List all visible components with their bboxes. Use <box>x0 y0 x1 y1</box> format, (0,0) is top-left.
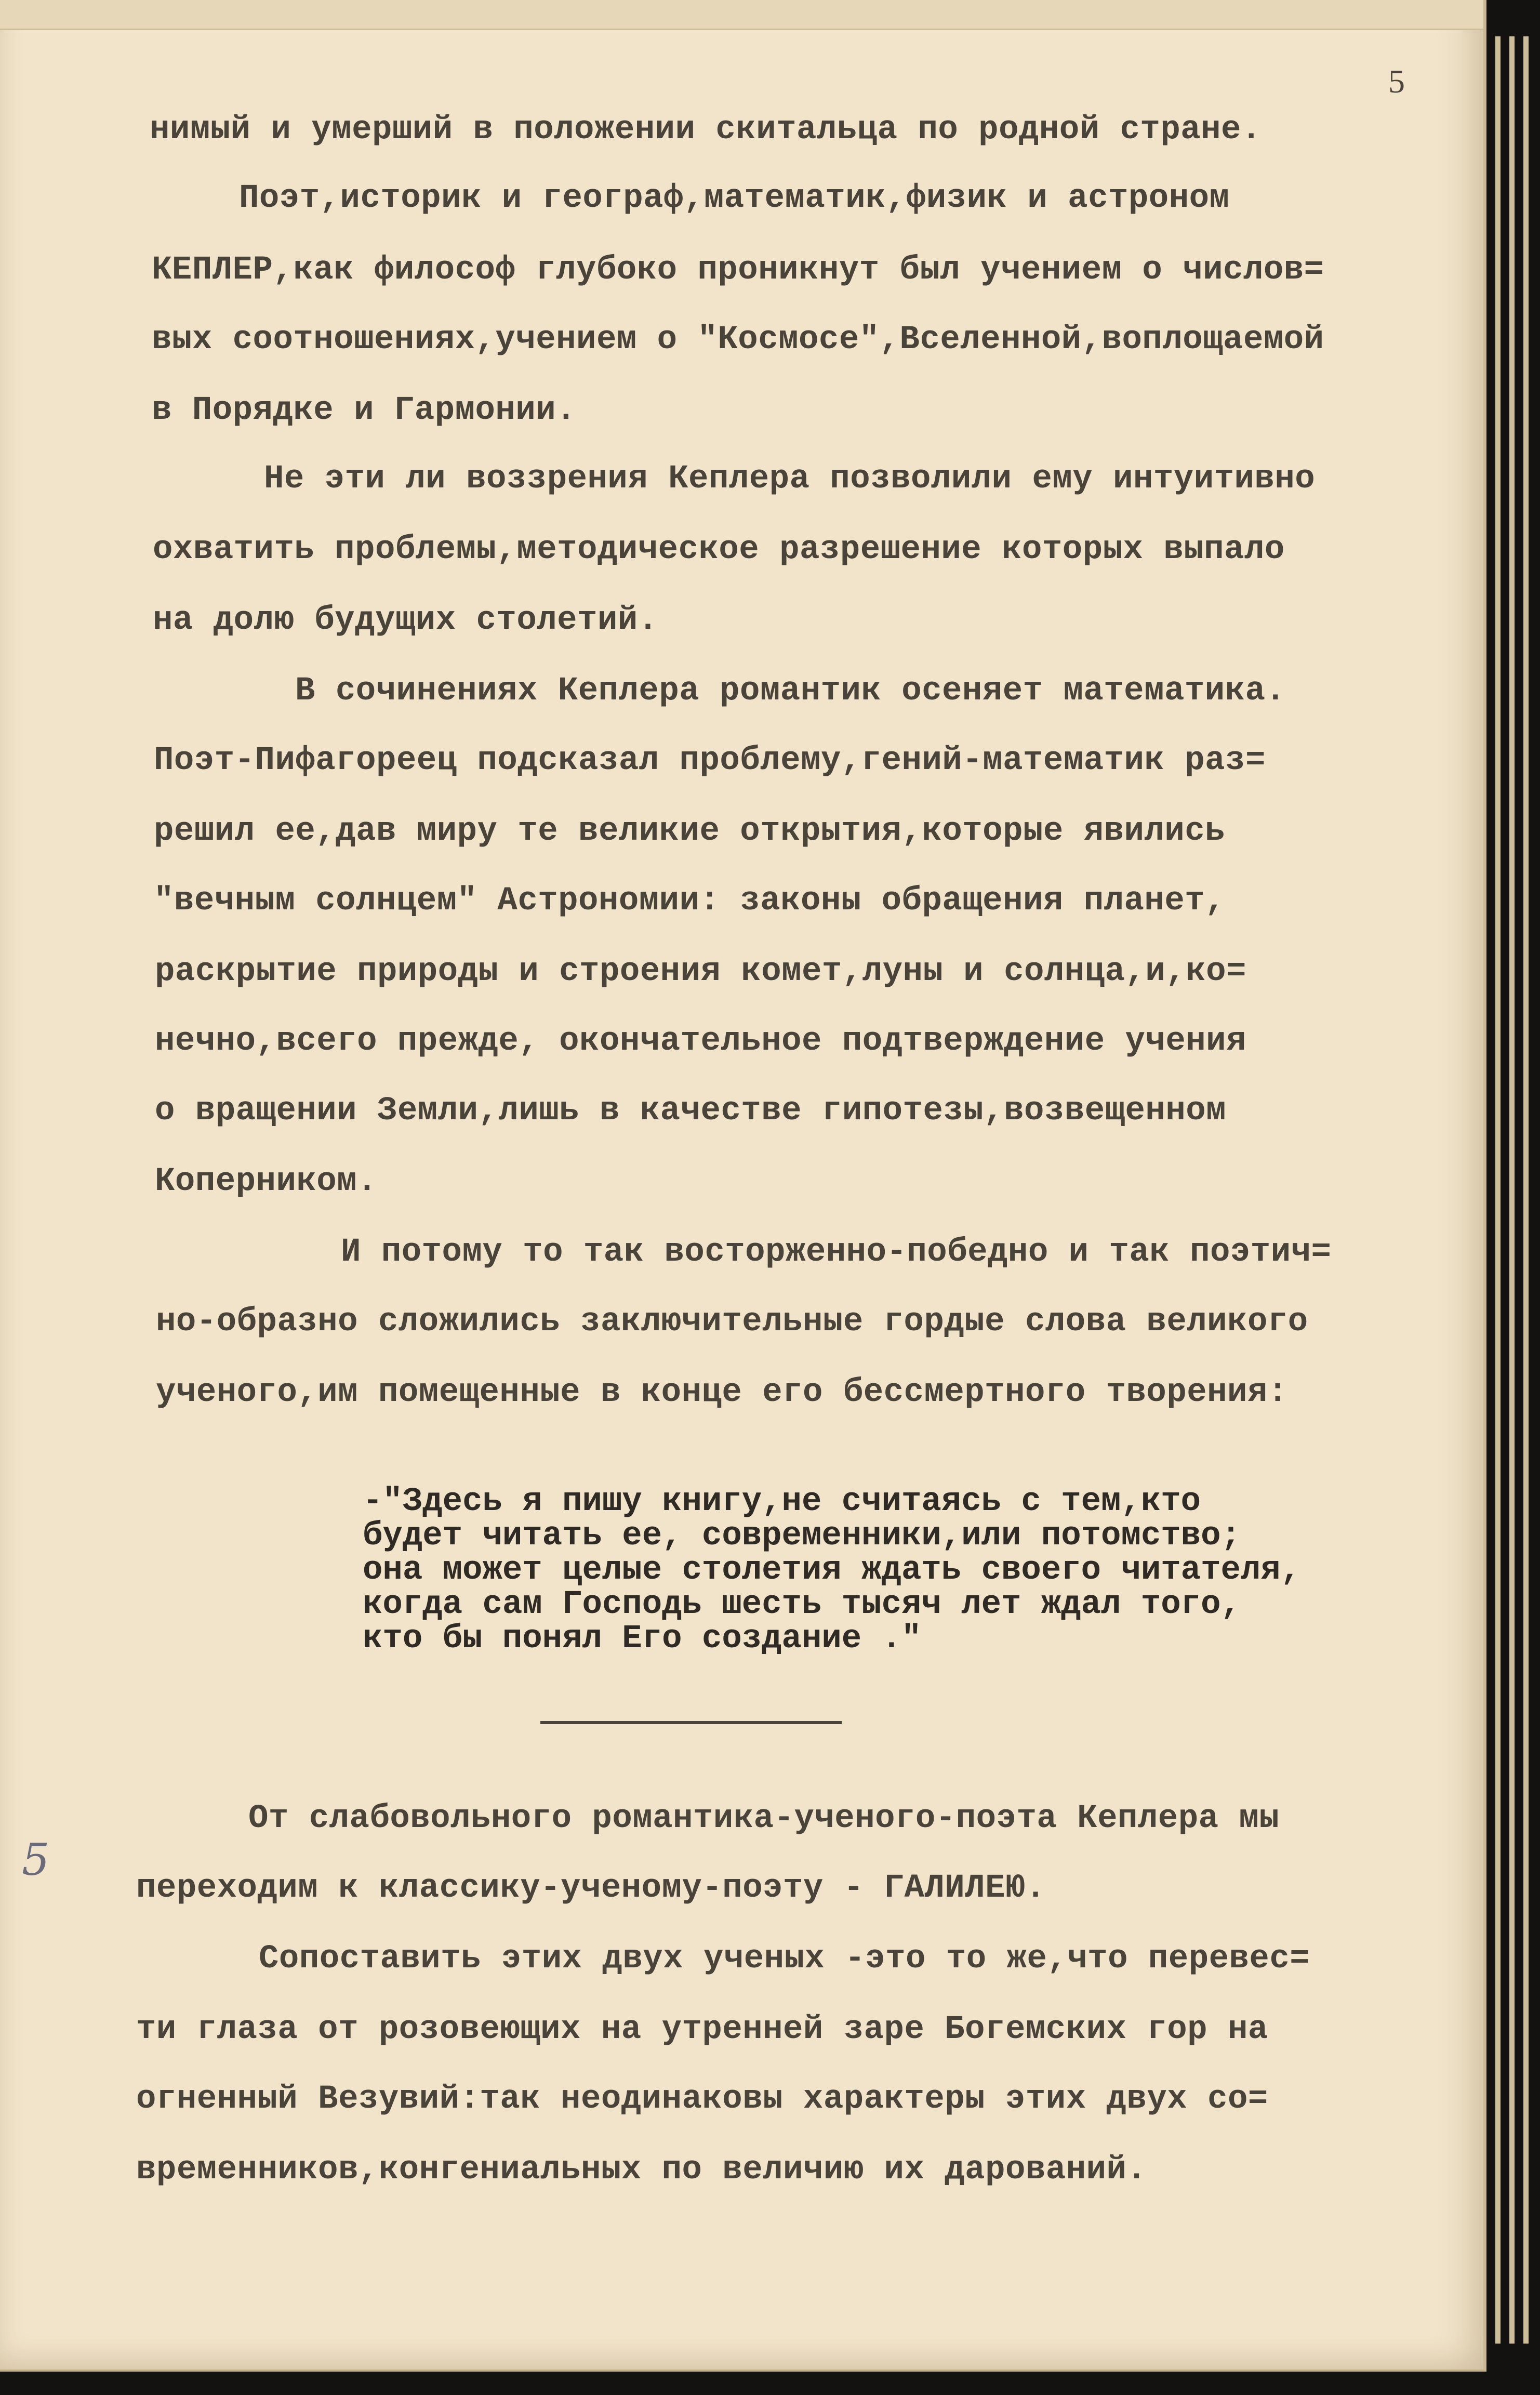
text-line: в Порядке и Гармонии. <box>152 392 577 429</box>
section-divider <box>540 1721 842 1724</box>
top-page-edge <box>0 0 1483 30</box>
text-line: Поэт-Пифагореец подсказал проблему,гений-математик раз= <box>154 742 1266 779</box>
binding-edge <box>1509 36 1515 2344</box>
text-line: но-образно сложились заключительные гордые слова великого <box>156 1303 1308 1341</box>
text-line: В сочинениях Кеплера романтик осеняет математика. <box>295 672 1286 710</box>
text-line: нимый и умерший в положении скитальца по родной стране. <box>150 111 1262 149</box>
text-line: ученого,им помещенные в конце его бессмертного творения: <box>156 1374 1288 1411</box>
text-line: Коперником. <box>155 1163 377 1200</box>
text-line: "вечным солнцем" Астрономии: законы обращения планет, <box>154 882 1226 920</box>
text-line: КЕПЛЕР,как философ глубоко проникнут был учением о числов= <box>152 252 1324 289</box>
page-number: 5 <box>1388 63 1405 100</box>
text-line: И потому то так восторженно-победно и так поэтич= <box>341 1234 1332 1271</box>
quote-line: когда сам Господь шесть тысяч лет ждал того, <box>363 1586 1241 1623</box>
text-line: о вращении Земли,лишь в качестве гипотезы,возвещенном <box>155 1092 1227 1130</box>
text-line: огненный Везувий:так неодинаковы характеры этих двух со= <box>136 2081 1268 2118</box>
text-line: переходим к классику-ученому-поэту - ГАЛИЛЕЮ. <box>136 1870 1046 1907</box>
text-line: раскрытие природы и строения комет,луны и солнца,и,ко= <box>155 953 1246 990</box>
text-line: нечно,всего прежде, окончательное подтверждение учения <box>155 1023 1246 1060</box>
text-line: От слабовольного романтика-ученого-поэта Кеплера мы <box>248 1800 1280 1837</box>
text-line: Поэт,историк и географ,математик,физик и астроном <box>239 180 1230 217</box>
margin-handwritten-number: 5 <box>22 1834 50 1885</box>
binding-edge <box>1523 36 1529 2344</box>
text-line: Не эти ли воззрения Кеплера позволили ему интуитивно <box>264 460 1316 498</box>
quote-line: она может целые столетия ждать своего читателя, <box>363 1552 1301 1589</box>
text-line: временников,конгениальных по величию их дарований. <box>136 2151 1147 2189</box>
text-line: Сопоставить этих двух ученых -это то же,что перевес= <box>259 1940 1310 1978</box>
quote-line: -"Здесь я пишу книгу,не считаясь с тем,кто <box>363 1483 1201 1520</box>
text-line: вых соотношениях,учением о "Космосе",Вселенной,воплощаемой <box>152 321 1324 359</box>
quote-line: кто бы понял Его создание ." <box>363 1620 922 1658</box>
text-line: на долю будущих столетий. <box>153 602 658 639</box>
text-line: ти глаза от розовеющих на утренней заре Богемских гор на <box>136 2011 1268 2048</box>
text-line: решил ее,дав миру те великие открытия,которые явились <box>154 813 1226 850</box>
text-line: охватить проблемы,методическое разрешение которых выпало <box>153 531 1285 568</box>
binding-edge <box>1495 36 1501 2344</box>
quote-line: будет читать ее, современники,или потомство; <box>363 1517 1241 1555</box>
